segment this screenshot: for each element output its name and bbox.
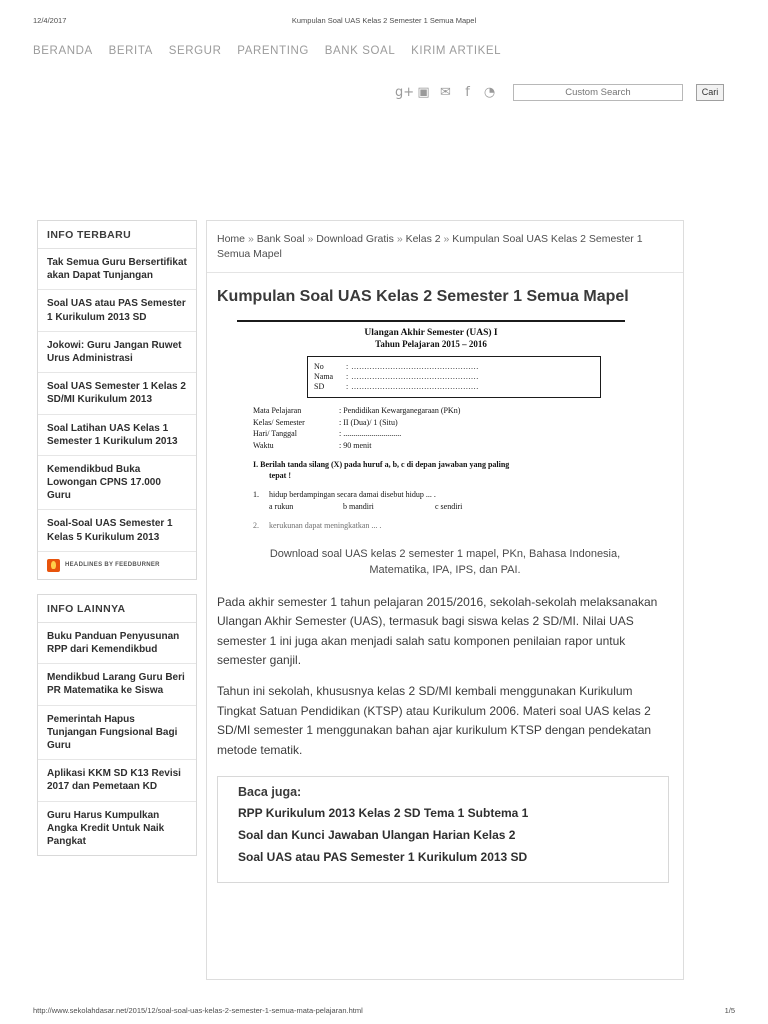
list-item[interactable] xyxy=(38,510,196,550)
exam-meta-key: Hari/ Tanggal xyxy=(253,429,297,439)
sidebar-link[interactable]: Pemerintah Hapus Tunjangan Fungsional Bagi Guru xyxy=(47,713,178,751)
sidebar-link[interactable]: Jokowi: Guru Jangan Ruwet Urus Administrasi xyxy=(47,339,182,364)
main-navigation[interactable] xyxy=(33,45,513,57)
exam-heading-2: Tahun Pelajaran 2015 – 2016 xyxy=(375,338,487,349)
nav-item-berita[interactable]: BERITA xyxy=(108,45,153,57)
breadcrumb-separator: » xyxy=(443,233,450,245)
print-page-title: Kumpulan Soal UAS Kelas 2 Semester 1 Semua Mapel xyxy=(291,16,477,25)
sidebar-link[interactable]: Soal UAS atau PAS Semester 1 Kurikulum 2013 SD xyxy=(47,298,186,323)
exam-id-dots: : ................................................. xyxy=(346,371,479,381)
image-caption: Download soal UAS kelas 2 semester 1 mapel, PKn, Bahasa Indonesia, Matematika, IPA, IPS, dan PAI. xyxy=(269,547,621,577)
list-item[interactable] xyxy=(38,623,196,664)
nav-item-sergur[interactable]: SERGUR xyxy=(168,45,222,57)
exam-instruction-line-1: I. Berilah tanda silang (X) pada huruf a, b, c di depan jawaban yang paling xyxy=(253,460,510,470)
list-item[interactable] xyxy=(38,249,196,290)
exam-meta-value: : II (Dua)/ 1 (Situ) xyxy=(339,417,398,427)
feedburner-badge[interactable] xyxy=(38,551,196,579)
exam-option-b: b mandiri xyxy=(343,501,374,511)
info-terbaru-list xyxy=(38,249,196,551)
info-lainnya-list xyxy=(38,623,196,855)
exam-identity-box xyxy=(307,356,601,398)
list-item[interactable] xyxy=(38,290,196,331)
exam-id-label: No xyxy=(314,361,324,371)
baca-juga-link[interactable]: RPP Kurikulum 2013 Kelas 2 SD Tema 1 Subtema 1 xyxy=(238,806,529,821)
facebook-icon[interactable]: f xyxy=(465,85,470,100)
breadcrumb-item-home[interactable]: Home xyxy=(217,233,246,245)
exam-meta-block xyxy=(253,405,615,451)
exam-question-1-number: 1. xyxy=(253,489,259,499)
sidebar-link[interactable]: Guru Harus Kumpulkan Angka Kredit Untuk Naik Pangkat xyxy=(47,809,165,847)
search-input[interactable] xyxy=(513,84,683,101)
exam-question-2-text: kerukunan dapat meningkatkan ... . xyxy=(269,520,382,530)
list-item[interactable] xyxy=(38,802,196,856)
exam-instruction-line-2: tepat ! xyxy=(269,471,291,481)
sidebar-link[interactable]: Mendikbud Larang Guru Beri PR Matematika ke Siswa xyxy=(47,672,185,697)
panel-title-info-terbaru: INFO TERBARU xyxy=(38,221,196,249)
exam-meta-key: Kelas/ Semester xyxy=(253,417,305,427)
list-item[interactable] xyxy=(238,848,656,866)
breadcrumb[interactable] xyxy=(207,221,683,273)
breadcrumb-item-download-gratis[interactable]: Download Gratis xyxy=(316,233,394,245)
google-plus-icon[interactable]: g+ xyxy=(395,85,415,100)
baca-juga-box xyxy=(217,776,669,883)
baca-juga-link[interactable]: Soal dan Kunci Jawaban Ulangan Harian Kelas 2 xyxy=(238,828,516,843)
breadcrumb-item-current: Kumpulan Soal UAS Kelas 2 Semester 1 Semua Mapel xyxy=(217,233,643,261)
exam-meta-row xyxy=(253,405,615,417)
nav-item-bank-soal[interactable]: BANK SOAL xyxy=(324,45,396,57)
list-item[interactable] xyxy=(38,332,196,373)
exam-meta-row xyxy=(253,417,615,429)
breadcrumb-item-kelas-2[interactable]: Kelas 2 xyxy=(405,233,441,245)
twitter-icon[interactable]: ✉ xyxy=(440,85,451,100)
list-item[interactable] xyxy=(238,826,656,844)
exam-question-2-row xyxy=(253,520,615,532)
exam-question-1-text: hidup berdampingan secara damai disebut hidup ... . xyxy=(269,489,436,499)
sidebar-link[interactable]: Buku Panduan Penyusunan RPP dari Kemendikbud xyxy=(47,630,180,655)
exam-option-a: a rukun xyxy=(269,501,294,511)
exam-meta-value: : Pendidikan Kewarganegaraan (PKn) xyxy=(339,405,461,415)
exam-sheet xyxy=(237,320,625,536)
exam-id-row xyxy=(314,372,594,381)
exam-question-2-number: 2. xyxy=(253,520,259,530)
exam-id-dots: : ................................................. xyxy=(346,361,479,371)
list-item[interactable] xyxy=(38,456,196,511)
nav-item-parenting[interactable]: PARENTING xyxy=(237,45,309,57)
panel-title-info-lainnya: INFO LAINNYA xyxy=(38,595,196,623)
rss-icon[interactable]: ◔ xyxy=(483,85,496,100)
breadcrumb-separator: » xyxy=(307,233,314,245)
instagram-icon[interactable]: ▣ xyxy=(417,85,430,100)
exam-id-dots: : ................................................. xyxy=(346,381,479,391)
print-date: 12/4/2017 xyxy=(33,16,67,25)
exam-question-2 xyxy=(253,520,615,532)
search-submit-button[interactable]: Cari xyxy=(696,84,724,101)
sidebar-link[interactable]: Soal Latihan UAS Kelas 1 Semester 1 Kurikulum 2013 xyxy=(47,422,178,447)
exam-meta-value: : 90 menit xyxy=(339,440,372,450)
article-paragraph-1: Pada akhir semester 1 tahun pelajaran 2015/2016, sekolah-sekolah melaksanakan Ulangan Akhir Semester (UAS), termasuk bagi siswa kelas 2 SD/MI. Nilai UAS semester 1 ini juga akan menjadi salah satu komponen penilaian rapor untuk semester ganjil. xyxy=(217,594,658,667)
sidebar-link[interactable]: Soal-Soal UAS Semester 1 Kelas 5 Kurikulum 2013 xyxy=(47,518,173,543)
exam-id-row xyxy=(314,382,594,391)
page-title: Kumpulan Soal UAS Kelas 2 Semester 1 Semua Mapel xyxy=(217,288,629,306)
panel-info-terbaru xyxy=(37,220,197,580)
exam-meta-row xyxy=(253,428,615,440)
flame-icon xyxy=(47,559,60,572)
exam-id-label: SD xyxy=(314,381,325,391)
feedburner-label: HEADLINES BY FEEDBURNER xyxy=(65,561,160,568)
nav-item-kirim-artikel[interactable]: KIRIM ARTIKEL xyxy=(411,45,502,57)
baca-juga-title: Baca juga: xyxy=(238,785,302,800)
exam-figure xyxy=(207,310,683,540)
sidebar-link[interactable]: Aplikasi KKM SD K13 Revisi 2017 dan Pemetaan KD xyxy=(47,768,181,793)
exam-id-row xyxy=(314,362,594,371)
exam-option-c: c sendiri xyxy=(435,501,463,511)
list-item[interactable] xyxy=(238,804,656,822)
list-item[interactable] xyxy=(38,373,196,414)
list-item[interactable] xyxy=(38,664,196,705)
breadcrumb-separator: » xyxy=(247,233,254,245)
breadcrumb-separator: » xyxy=(396,233,403,245)
exam-meta-key: Mata Pelajaran xyxy=(253,405,302,415)
exam-meta-value: : ............................. xyxy=(339,429,402,439)
exam-id-label: Nama xyxy=(314,371,334,381)
sidebar-link[interactable]: Soal UAS Semester 1 Kelas 2 SD/MI Kurikulum 2013 xyxy=(47,381,186,406)
exam-meta-row xyxy=(253,440,615,452)
breadcrumb-item-bank-soal[interactable]: Bank Soal xyxy=(256,233,305,245)
sidebar xyxy=(37,220,197,870)
sidebar-link[interactable]: Tak Semua Guru Bersertifikat akan Dapat Tunjangan xyxy=(47,257,187,282)
main-content xyxy=(206,220,684,980)
social-and-search-bar[interactable] xyxy=(395,84,724,101)
print-source-url: http://www.sekolahdasar.net/2015/12/soal-soal-uas-kelas-2-semester-1-semua-mata-pelajaran.html xyxy=(33,1006,363,1015)
nav-item-beranda[interactable]: BERANDA xyxy=(33,45,93,57)
exam-instruction xyxy=(253,459,615,481)
baca-juga-link[interactable]: Soal UAS atau PAS Semester 1 Kurikulum 2013 SD xyxy=(238,850,528,865)
list-item[interactable] xyxy=(38,706,196,761)
exam-meta-key: Waktu xyxy=(253,440,274,450)
sidebar-link[interactable]: Kemendikbud Buka Lowongan CPNS 17.000 Guru xyxy=(47,463,161,502)
list-item[interactable] xyxy=(38,415,196,456)
exam-question-1 xyxy=(253,489,615,513)
print-page-number: 1/5 xyxy=(724,1006,735,1015)
list-item[interactable] xyxy=(38,760,196,801)
article-paragraph-2: Tahun ini sekolah, khususnya kelas 2 SD/MI kembali menggunakan Kurikulum Tingkat Satuan Pendidikan (KTSP) atau Kurikulum 2006. Materi soal UAS kelas 2 SD/MI semester 1 menggunakan bahan ajar kurikulum KTSP dengan pendekatan metode tematik. xyxy=(217,684,652,757)
exam-question-1-row xyxy=(253,489,615,501)
baca-juga-list xyxy=(238,804,656,866)
panel-info-lainnya xyxy=(37,594,197,856)
exam-heading-1: Ulangan Akhir Semester (UAS) I xyxy=(364,327,498,338)
exam-question-1-options xyxy=(269,501,615,513)
